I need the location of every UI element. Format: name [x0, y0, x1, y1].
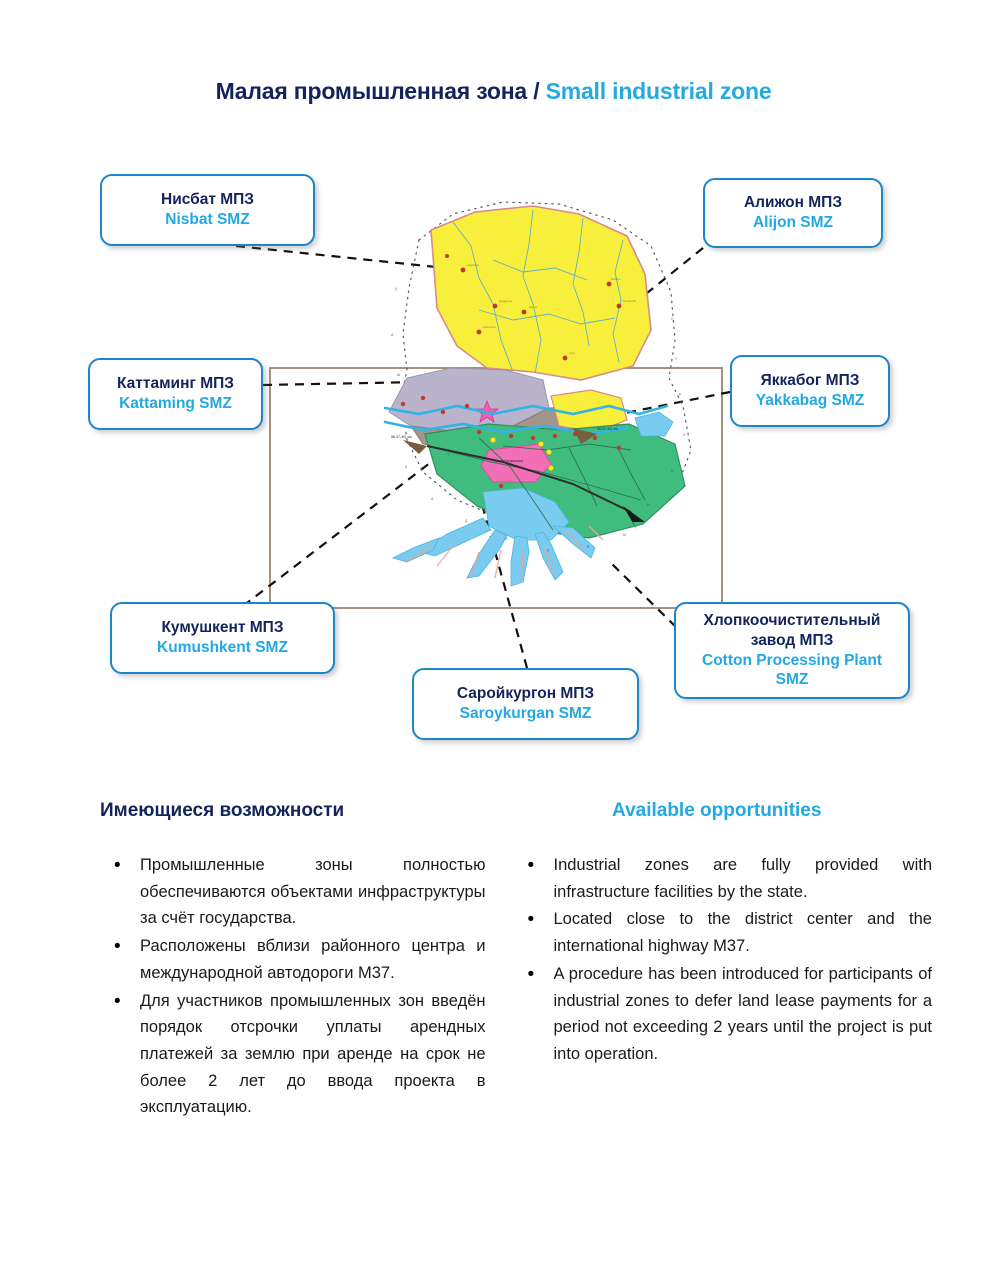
list-item [114, 933, 486, 986]
callout-alijon-smz[interactable] [703, 178, 883, 248]
svg-text:А: А [505, 537, 508, 541]
page-title-en: Small industrial zone [545, 78, 772, 104]
callout-alijon-ru: Алижон МПЗ [743, 194, 843, 212]
callout-kattaming-en: Kattaming SMZ [119, 395, 232, 412]
svg-text:Д: Д [465, 519, 468, 523]
opportunities-list-en [502, 852, 933, 1068]
callout-kattaming-ru: Каттаминг МПЗ [117, 375, 234, 393]
svg-text:Р: Р [547, 549, 550, 553]
map-region-north [431, 206, 651, 380]
callout-kumushkent-smz[interactable] [110, 602, 335, 674]
svg-text:А: А [391, 333, 394, 337]
svg-text:У: У [675, 357, 678, 361]
callout-saroykurgan-ru: Саройкургон МПЗ [456, 685, 595, 703]
opportunity-text: • Industrial zones are fully provided with infrastructure facilities by the state. [553, 856, 932, 901]
callout-kumushkent-en: Kumushkent SMZ [157, 639, 288, 656]
map-city-label: Қоштепа қишлоғи [495, 459, 523, 463]
callout-nisbat-en: Nisbat SMZ [165, 211, 250, 228]
page-title-separator: / [527, 78, 546, 104]
svg-text:Н: Н [647, 503, 650, 507]
list-item [114, 988, 486, 1122]
callout-alijon-en: Alijon SMZ [752, 214, 834, 231]
callout-yakkabag-en: Yakkabag SMZ [755, 392, 865, 409]
opportunities-list-ru [88, 852, 486, 1121]
opportunity-text: • Промышленные зоны полностью обеспечиваются объектами инфраструктуры за счёт государства. [140, 856, 486, 928]
opportunity-text: • Для участников промышленных зон введён порядок отсрочки уплаты арендных платежей за землю при аренде на срок не более 2 лет до ввода проекта в эксплуатацию. [140, 991, 486, 1117]
callout-kattaming-smz[interactable] [88, 358, 263, 430]
page-title [0, 78, 987, 105]
svg-text:Сариосиё: Сариосиё [483, 325, 496, 329]
opportunity-text: • A procedure has been introduced for participants of industrial zones to defer land lease payments for a period not exceeding 2 years until the project is put into operation. [553, 964, 932, 1064]
svg-text:Қумқўрғон: Қумқўрғон [499, 299, 513, 303]
svg-text:Қ: Қ [405, 465, 408, 469]
svg-text:Узун: Узун [569, 351, 575, 355]
svg-text:Қ: Қ [395, 287, 398, 291]
svg-text:Х: Х [683, 433, 686, 437]
list-item [528, 961, 933, 1068]
opportunity-text: • Расположены вблизи районного центра и международной автодороги М37. [140, 937, 486, 982]
svg-text:О: О [671, 469, 674, 473]
svg-text:А: А [431, 497, 434, 501]
svg-text:Олтинсой: Олтинсой [623, 299, 636, 303]
callout-cotton-en: Cotton Processing Plant SMZ [702, 651, 882, 689]
map-small-lake [635, 412, 673, 436]
svg-text:Ш: Ш [397, 373, 401, 377]
list-item [528, 906, 933, 959]
callout-cotton-processing-plant-smz[interactable] [674, 602, 910, 699]
opportunities-column-ru [0, 800, 494, 1122]
district-map-svg [383, 200, 703, 600]
callout-nisbat-ru: Нисбат МПЗ [161, 191, 254, 209]
svg-text:Бойсун: Бойсун [611, 277, 621, 281]
callout-saroykurgan-en: Saroykurgan SMZ [459, 705, 592, 722]
map-scale-left: 56:37-40) см [391, 435, 412, 439]
list-item [114, 852, 486, 932]
map-scale-right: 56:37-40) см [597, 427, 618, 431]
svg-text:Р: Р [679, 393, 682, 397]
opportunities-heading-en: Available opportunities [612, 800, 822, 821]
svg-text:Т: Т [447, 453, 450, 457]
list-item [528, 852, 933, 905]
opportunity-text: • Located close to the district center and the international highway M37. [553, 910, 932, 956]
svg-text:Ё: Ё [587, 545, 590, 549]
industrial-zones-diagram [0, 150, 987, 770]
district-map [383, 200, 703, 600]
opportunities-column-en [494, 800, 987, 1122]
callout-saroykurgan-smz[interactable] [412, 668, 639, 740]
svg-text:М: М [623, 533, 626, 537]
callout-cotton-ru: Хлопкоочистительный завод МПЗ [703, 611, 881, 649]
svg-text:Шеробод: Шеробод [467, 263, 479, 267]
callout-kumushkent-ru: Кумушкент МПЗ [161, 619, 284, 637]
callout-yakkabag-smz[interactable] [730, 355, 890, 427]
callout-nisbat-smz[interactable] [100, 174, 315, 246]
callout-yakkabag-ru: Яккабог МПЗ [760, 372, 860, 390]
page-title-ru: Малая промышленная зона [215, 78, 527, 104]
opportunities-heading-ru: Имеющиеся возможности [100, 800, 345, 821]
svg-text:Денов: Денов [529, 305, 538, 309]
svg-text:С: С [671, 317, 674, 321]
opportunities-section [0, 800, 987, 1122]
